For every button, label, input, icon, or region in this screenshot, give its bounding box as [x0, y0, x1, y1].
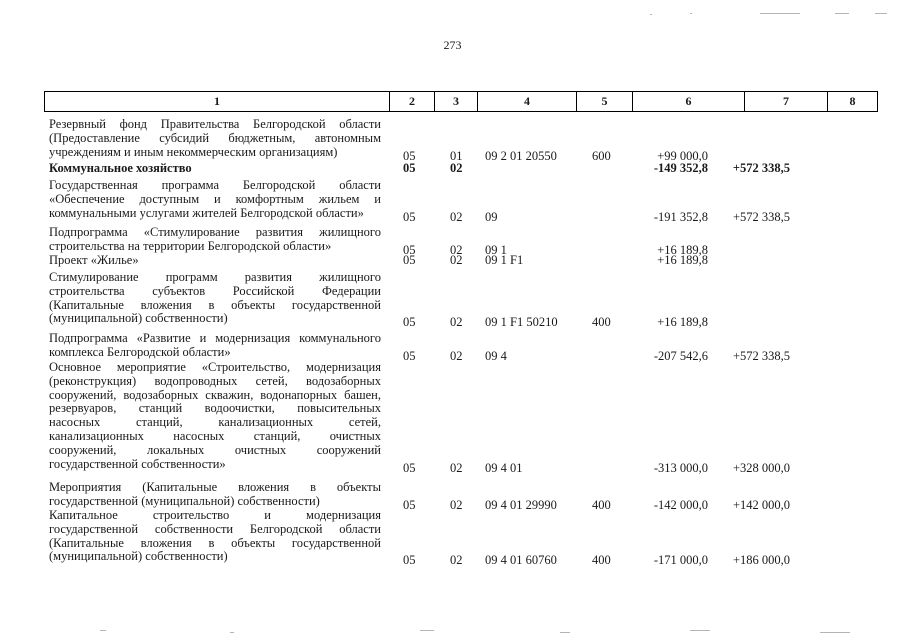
target-article-code: 09 4 01: [485, 460, 523, 475]
subsection-code: 02: [450, 497, 463, 512]
row-name: [49, 162, 381, 176]
expense-type-code: 400: [592, 315, 611, 330]
row-name: [49, 509, 381, 564]
section-code: 05: [403, 242, 416, 257]
subsection-code: 01: [450, 148, 463, 163]
page-number: 273: [443, 38, 462, 52]
row-name-line: резервуаров, станций водоочистки, повысительных: [49, 401, 381, 416]
amount-change-current-year: -207 542,6: [653, 348, 708, 363]
target-article-code: 09 1 F1: [485, 253, 524, 267]
row-name-line: Подпрограмма «Развитие и модернизация коммунального: [49, 331, 381, 345]
row-name: [49, 481, 381, 509]
row-name-line: комплекса Белгородской области»: [49, 344, 231, 359]
column-header-7: 7: [745, 92, 828, 112]
amount-change-next-year: +328 000,0: [732, 460, 790, 475]
amount-change-current-year: -191 352,8: [653, 209, 708, 224]
section-code: 05: [403, 460, 416, 475]
subsection-code: 02: [450, 553, 463, 568]
subsection-code: 02: [450, 460, 463, 475]
amount-change-current-year: +16 189,8: [657, 253, 708, 267]
target-article-code: 09: [485, 209, 498, 224]
subsection-code: 02: [450, 348, 463, 363]
target-article-code: 09 4 01 29990: [485, 497, 557, 512]
row-name-line: строительства на территории Белгородской области»: [49, 238, 332, 253]
section-code: 05: [403, 253, 416, 267]
amount-change-current-year: +16 189,8: [657, 242, 708, 257]
row-name-line: коммунальными услугами жителей Белгородской области»: [49, 205, 364, 220]
row-name-line: Подпрограмма «Стимулирование развития жилищного: [49, 225, 381, 239]
section-code: 05: [403, 348, 416, 363]
section-code: 05: [403, 148, 416, 163]
column-header-4: 4: [478, 92, 577, 112]
subsection-code: 02: [450, 161, 463, 175]
amount-change-next-year: +142 000,0: [732, 497, 790, 512]
amount-change-current-year: -313 000,0: [653, 460, 708, 475]
row-name-line: «Обеспечение доступным и комфортным жильем и: [49, 191, 381, 206]
row-name-line: (Капитальные вложения в объекты государственной: [49, 297, 381, 312]
subsection-code: 02: [450, 209, 463, 224]
column-header-2: 2: [390, 92, 435, 112]
row-name-line: Основное мероприятие «Строительство, модернизация: [49, 360, 381, 374]
subsection-code: 02: [450, 242, 463, 257]
row-name-line: насосных станций, канализационных сетей,: [49, 415, 381, 430]
target-article-code: 09 1: [485, 242, 507, 257]
row-name-line: государственной собственности»: [49, 456, 226, 471]
row-name-line: Государственная программа Белгородской области: [49, 178, 381, 192]
row-name-line: (реконструкция) водопроводных сетей, водозаборных: [49, 373, 381, 388]
row-name-line: Резервный фонд Правительства Белгородской области: [49, 117, 381, 131]
amount-change-current-year: -149 352,8: [653, 161, 708, 175]
section-code: 05: [403, 161, 416, 175]
amount-change-current-year: -142 000,0: [653, 497, 708, 512]
expense-type-code: 400: [592, 553, 611, 568]
row-name-line: сооружений, локальных очистных сооружений: [49, 442, 381, 457]
column-header-table: [44, 91, 878, 112]
subsection-code: 02: [450, 253, 463, 267]
amount-change-current-year: -171 000,0: [653, 553, 708, 568]
row-name-line: Мероприятия (Капитальные вложения в объекты: [49, 480, 381, 494]
row-name-line: Капитальное строительство и модернизация: [49, 508, 381, 522]
row-name: [49, 361, 381, 471]
row-name-line: Проект «Жилье»: [49, 253, 139, 267]
row-name-line: (Капитальные вложения в объекты государственной: [49, 535, 381, 550]
amount-change-next-year: +572 338,5: [732, 348, 790, 363]
column-header-3: 3: [435, 92, 478, 112]
target-article-code: 09 4 01 60760: [485, 553, 557, 568]
row-name-line: государственной собственности Белгородской области: [49, 521, 381, 536]
amount-change-current-year: +16 189,8: [657, 315, 708, 330]
row-name-line: учреждениям и иным некоммерческим организациям): [49, 144, 338, 159]
row-name-line: канализационных насосных станций, очистных: [49, 428, 381, 443]
row-name: [49, 179, 381, 220]
amount-change-next-year: +186 000,0: [732, 553, 790, 568]
row-name-line: Коммунальное хозяйство: [49, 161, 192, 175]
amount-change-next-year: +572 338,5: [732, 161, 790, 175]
subsection-code: 02: [450, 315, 463, 330]
column-header-8: 8: [828, 92, 878, 112]
row-name: [49, 254, 381, 268]
target-article-code: 09 2 01 20550: [485, 148, 557, 163]
section-code: 05: [403, 315, 416, 330]
section-code: 05: [403, 553, 416, 568]
row-name-line: (Предоставление субсидий бюджетным, автономным: [49, 130, 381, 145]
amount-change-next-year: +572 338,5: [732, 209, 790, 224]
row-name-line: (муниципальной) собственности): [49, 549, 228, 564]
row-name: [49, 226, 381, 254]
row-name-line: государственной (муниципальной) собственности): [49, 493, 320, 508]
row-name: [49, 332, 381, 360]
column-header-6: 6: [633, 92, 745, 112]
section-code: 05: [403, 497, 416, 512]
amount-change-current-year: +99 000,0: [657, 148, 708, 163]
target-article-code: 09 4: [485, 348, 507, 363]
column-header-5: 5: [577, 92, 633, 112]
column-header-1: 1: [45, 92, 390, 112]
target-article-code: 09 1 F1 50210: [485, 315, 558, 330]
row-name: [49, 118, 381, 159]
row-name-line: Стимулирование программ развития жилищного: [49, 270, 381, 284]
column-header-row: [45, 92, 878, 112]
row-name-line: сооружений, водозаборных скважин, водонапорных башен,: [49, 387, 381, 402]
row-name: [49, 271, 381, 326]
section-code: 05: [403, 209, 416, 224]
row-name-line: строительства субъектов Российской Федерации: [49, 283, 381, 298]
expense-type-code: 600: [592, 148, 611, 163]
expense-type-code: 400: [592, 497, 611, 512]
row-name-line: (муниципальной) собственности): [49, 311, 228, 326]
